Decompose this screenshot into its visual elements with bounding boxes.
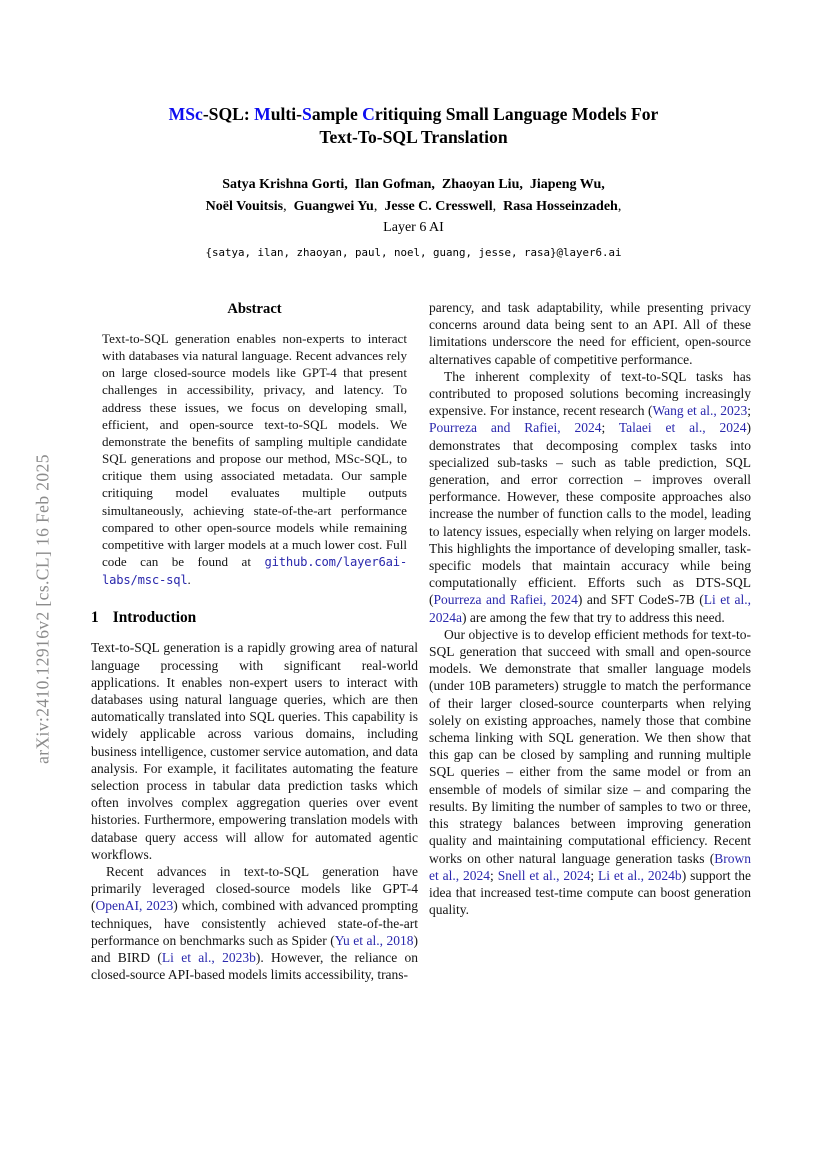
abstract-body: Text-to-SQL generation enables non-experts to interact with databases via natural language. Recent advances rely on large closed-source models like GPT-4 that present challenges in accessibility, privacy, and latency. To address these issues, we focus on developing small, efficient, and open-source text-to-SQL models. We demonstrate the benefits of sampling multiple candidate SQL generations and propose our method, MSc-SQL, to critique them using associated metadata. Our sample critiquing model evaluates multiple outputs simultaneously, achieving state-of-the-art performance compared to other open-source models while remaining competitive with larger models at a much lower cost. Full code can be found at github.com/layer6ai-labs/msc-sql. (102, 331, 407, 588)
author-name: Guangwei Yu (293, 198, 374, 214)
intro-paragraph-2-continued: parency, and task adaptability, while presenting privacy concerns around data being sent to an API. All of these limitations underscore the need for efficient, open-source alternatives capable of competitive performance. (429, 300, 751, 367)
author-block (0, 174, 827, 259)
citation-snell-2024[interactable]: Snell et al., 2024 (497, 867, 591, 883)
citation-li-2024a[interactable]: Li et al., 2024a (429, 592, 752, 625)
intro-paragraph-1: Text-to-SQL generation is a rapidly growing area of natural language processing with significant real-world applications. It enables non-expert users to interact with databases using natural language queries, which are then automatically translated into SQL queries. This capability is widely applicable across various domains, including business intelligence, customer service automation, and data analysis. For example, it facilitates automating the feature selection process in tabular data prediction tasks which often involves complex aggregation queries over event histories. Furthermore, empowering translation models with database query access will allow for automated agentic workflows. (91, 640, 418, 862)
author-name: Jesse C. Cresswell (384, 198, 493, 214)
citation-pourreza-rafiei-2024[interactable]: Pourreza and Rafiei, 2024 (429, 420, 602, 436)
title-accent-s: S (302, 104, 312, 124)
section-number: 1 (91, 609, 99, 627)
section-title: Introduction (112, 609, 197, 627)
abstract-heading: Abstract (227, 301, 282, 317)
paper-header (0, 0, 827, 259)
paper-title-line2: Text-To-SQL Translation (319, 127, 508, 147)
right-column (429, 299, 751, 983)
title-accent-msc: MSc (168, 104, 203, 124)
citation-pourreza-rafiei-2024[interactable]: Pourreza and Rafiei, 2024 (433, 592, 578, 608)
section-heading-introduction (91, 609, 418, 627)
citation-brown-2024[interactable]: Brown et al., 2024 (429, 850, 751, 883)
intro-paragraph-3: The inherent complexity of text-to-SQL tasks has contributed to proposed solutions becoming increasingly expensive. For instance, recent research (Wang et al., 2023; Pourreza and Rafiei, 2024; Talaei et al., 2024) demonstrates that decomposing complex tasks into specialized sub-tasks – such as table prediction, SQL generation, and error correction – improves overall performance. However, these composite approaches also increase the number of function calls to the model, leading to latency issues, especially when relying on larger models. This highlights the importance of developing smaller, task-specific models that maintain accuracy while being computationally efficient. Efforts such as DTS-SQL (Pourreza and Rafiei, 2024) and SFT CodeS-7B (Li et al., 2024a) are among the few that try to address this need. (429, 368, 752, 625)
citation-li-2024b[interactable]: Li et al., 2024b (598, 867, 682, 883)
authors-line-1: Satya Krishna Gorti, Ilan Gofman, Zhaoyan Liu, Jiapeng Wu, (222, 177, 605, 192)
paper-title (0, 103, 827, 149)
author-name: Rasa Hosseinzadeh (503, 198, 618, 214)
arxiv-watermark: arXiv:2410.12916v2 [cs.CL] 16 Feb 2025 (32, 454, 53, 764)
authors-line-2: Noël Vouitsis, Guangwei Yu, Jesse C. Cresswell, Rasa Hosseinzadeh, (205, 198, 622, 214)
affiliation: Layer 6 AI (383, 220, 444, 235)
title-accent-m: M (254, 104, 271, 124)
intro-paragraph-2: Recent advances in text-to-SQL generation have primarily leveraged closed-source models like GPT-4 (OpenAI, 2023) which, combined with advanced prompting techniques, have consistently achieved state-of-the-art performance on benchmarks such as Spider (Yu et al., 2018) and BIRD (Li et al., 2023b). However, the reliance on closed-source API-based models limits accessibility, trans- (91, 863, 419, 983)
left-column (91, 299, 418, 983)
citation-wang-2023[interactable]: Wang et al., 2023 (652, 403, 748, 419)
citation-li-2023b[interactable]: Li et al., 2023b (161, 950, 256, 965)
title-accent-c: C (362, 104, 375, 124)
two-column-body (91, 299, 751, 983)
citation-openai-2023[interactable]: OpenAI, 2023 (95, 898, 174, 914)
author-name: Noël Vouitsis (205, 198, 284, 214)
intro-paragraph-4: Our objective is to develop efficient methods for text-to-SQL generation that succeed with small and open-source models. We demonstrate that smaller language models (under 10B parameters) struggle to match the performance of their larger closed-source counterparts when relying solely on existing approaches, namely those that combine schema linking with SQL generation. We then show that this gap can be closed by sampling and running multiple SQL queries – either from the same model or from an ensemble of models of similar size – and comparing the results. By limiting the number of samples to two or three, this strategy balances between improving generation quality and maintaining computational efficiency. Recent works on other natural language generation tasks (Brown et al., 2024; Snell et al., 2024; Li et al., 2024b) support the idea that increased test-time compute can boost generation quality. (429, 626, 751, 918)
github-link[interactable]: github.com/layer6ai-labs/msc-sql (102, 555, 407, 588)
paper-title-line1: MSc-SQL: Multi-Sample Critiquing Small Language Models For (168, 104, 659, 124)
citation-yu-2018[interactable]: Yu et al., 2018 (334, 932, 414, 948)
author-emails: {satya, ilan, zhaoyan, paul, noel, guang, jesse, rasa}@layer6.ai (205, 246, 622, 259)
citation-talaei-2024[interactable]: Talaei et al., 2024 (618, 420, 747, 436)
